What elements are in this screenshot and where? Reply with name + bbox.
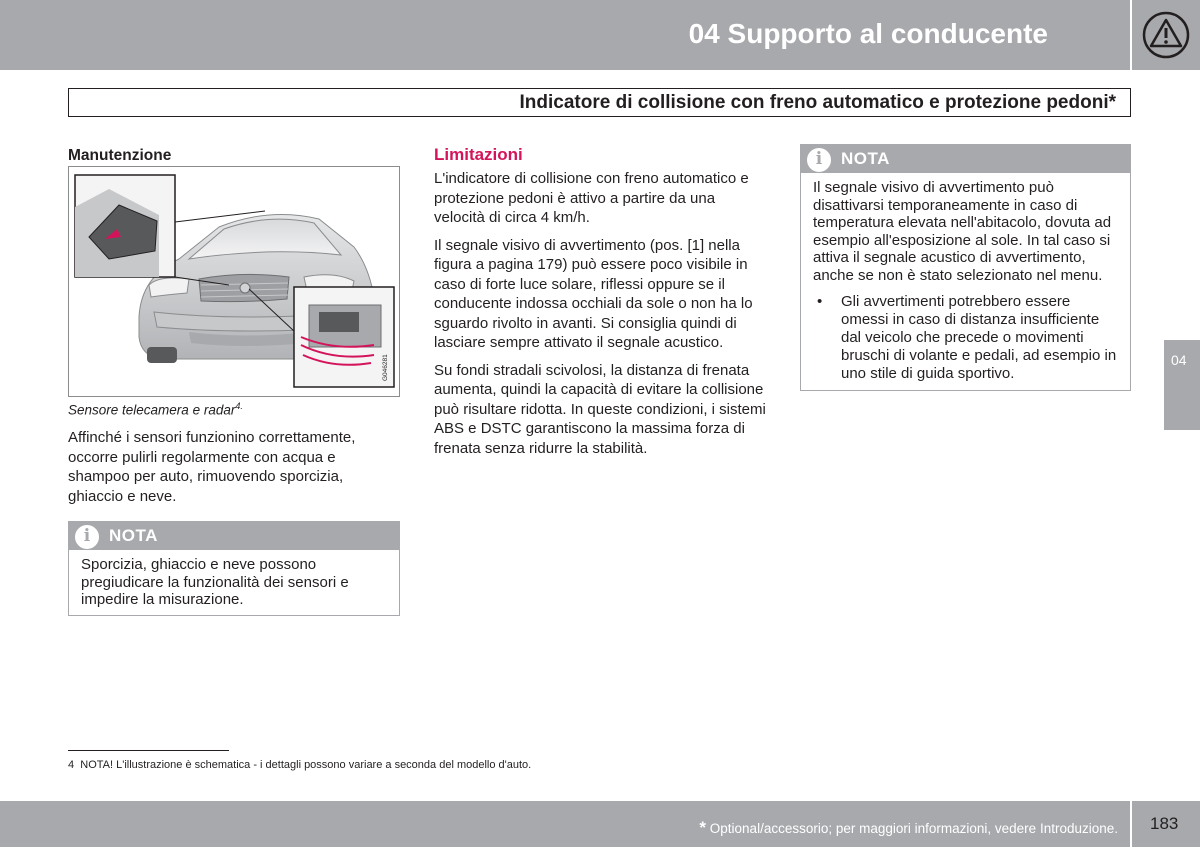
footer-asterisk: * [699, 818, 707, 837]
section-title-box [68, 88, 1131, 117]
info-icon: i [807, 148, 831, 172]
sensor-figure [68, 166, 400, 397]
paragraph: Su fondi stradali scivolosi, la distanza di frenata aumenta, quindi la capacità di evitare la collisione può risultare ridotta. In queste condizioni, i sistemi ABS e DSTC garantiscono la massima forza di frenata senza ridurre la stabilità. [434, 361, 766, 457]
figure-code: G046281 [382, 354, 389, 381]
info-icon: i [75, 525, 99, 549]
footer-note [699, 818, 1118, 838]
heading-manutenzione: Manutenzione [68, 147, 172, 164]
note-header [801, 145, 1130, 173]
caption-text: Sensore telecamera e radar [68, 402, 236, 418]
paragraph: L'indicatore di collisione con freno automatico e protezione pedoni è attivo a partire da una velocità di circa 4 km/h. [434, 170, 749, 226]
page-number: 183 [1150, 814, 1179, 833]
caption-footnote-ref: 4. [235, 401, 243, 411]
note-bullet: • Gli avvertimenti potrebbero essere omessi in caso di distanza insufficiente dal veicolo che precede o movimenti bruschi di volante e pedali, ad esempio in uno stile di guida sportivo. [813, 293, 1120, 383]
section-title: Indicatore di collisione con freno automatico e protezione pedoni* [519, 92, 1116, 113]
limitations-text [434, 169, 767, 458]
paragraph: Il segnale visivo di avvertimento (pos. [1] nella figura a pagina 179) può essere poco visibile in caso di forte luce solare, riflessi oppure se il conducente indossa occhiali da sole o non ha lo sguardo rivolto in avanti. Si consiglia quindi di lasciare sempre attivato il segnale acustico. [434, 236, 753, 351]
page-number-box [1132, 801, 1200, 847]
note-content [801, 173, 1130, 391]
heading-limitazioni: Limitazioni [434, 145, 523, 164]
warning-triangle-icon [1142, 11, 1190, 59]
warning-tab [1132, 0, 1200, 70]
note-header [69, 522, 399, 550]
note-text: Sporcizia, ghiaccio e neve possono pregiudicare la funzionalità dei sensori e impedire la misurazione. [81, 556, 349, 608]
figure-caption [68, 401, 243, 418]
header-bar [0, 0, 1130, 70]
note-text: Il segnale visivo di avvertimento può disattivarsi temporaneamente in caso di temperatura elevata nell'abitacolo, dovuta ad esempio all'esposizione al sole. In tal caso si attiva il segnale acustico di avvertimento, anche se non è stato selezionato nel menu. [813, 179, 1112, 284]
note-label: NOTA [109, 526, 158, 545]
footnote-number: 4 [68, 759, 75, 771]
footnote-divider [68, 750, 229, 751]
note-box-right [800, 144, 1131, 391]
footnote [68, 759, 531, 771]
car-sensor-illustration [69, 167, 400, 397]
footnote-text: NOTA! L'illustrazione è schematica - i dettagli possono variare a seconda del modello d'auto. [80, 759, 532, 771]
note-label: NOTA [841, 149, 890, 168]
note-box-left [68, 521, 400, 616]
maintenance-paragraph: Affinché i sensori funzionino correttamente, occorre pulirli regolarmente con acqua e shampoo per auto, rimuovendo sporcizia, ghiaccio e neve. [68, 429, 356, 505]
chapter-title: 04 Supporto al conducente [688, 18, 1048, 49]
footer-text: Optional/accessorio; per maggiori informazioni, vedere Introduzione. [709, 821, 1118, 836]
footer-bar [0, 801, 1130, 847]
chapter-side-tab [1164, 340, 1200, 430]
side-tab-label: 04 [1171, 352, 1187, 368]
